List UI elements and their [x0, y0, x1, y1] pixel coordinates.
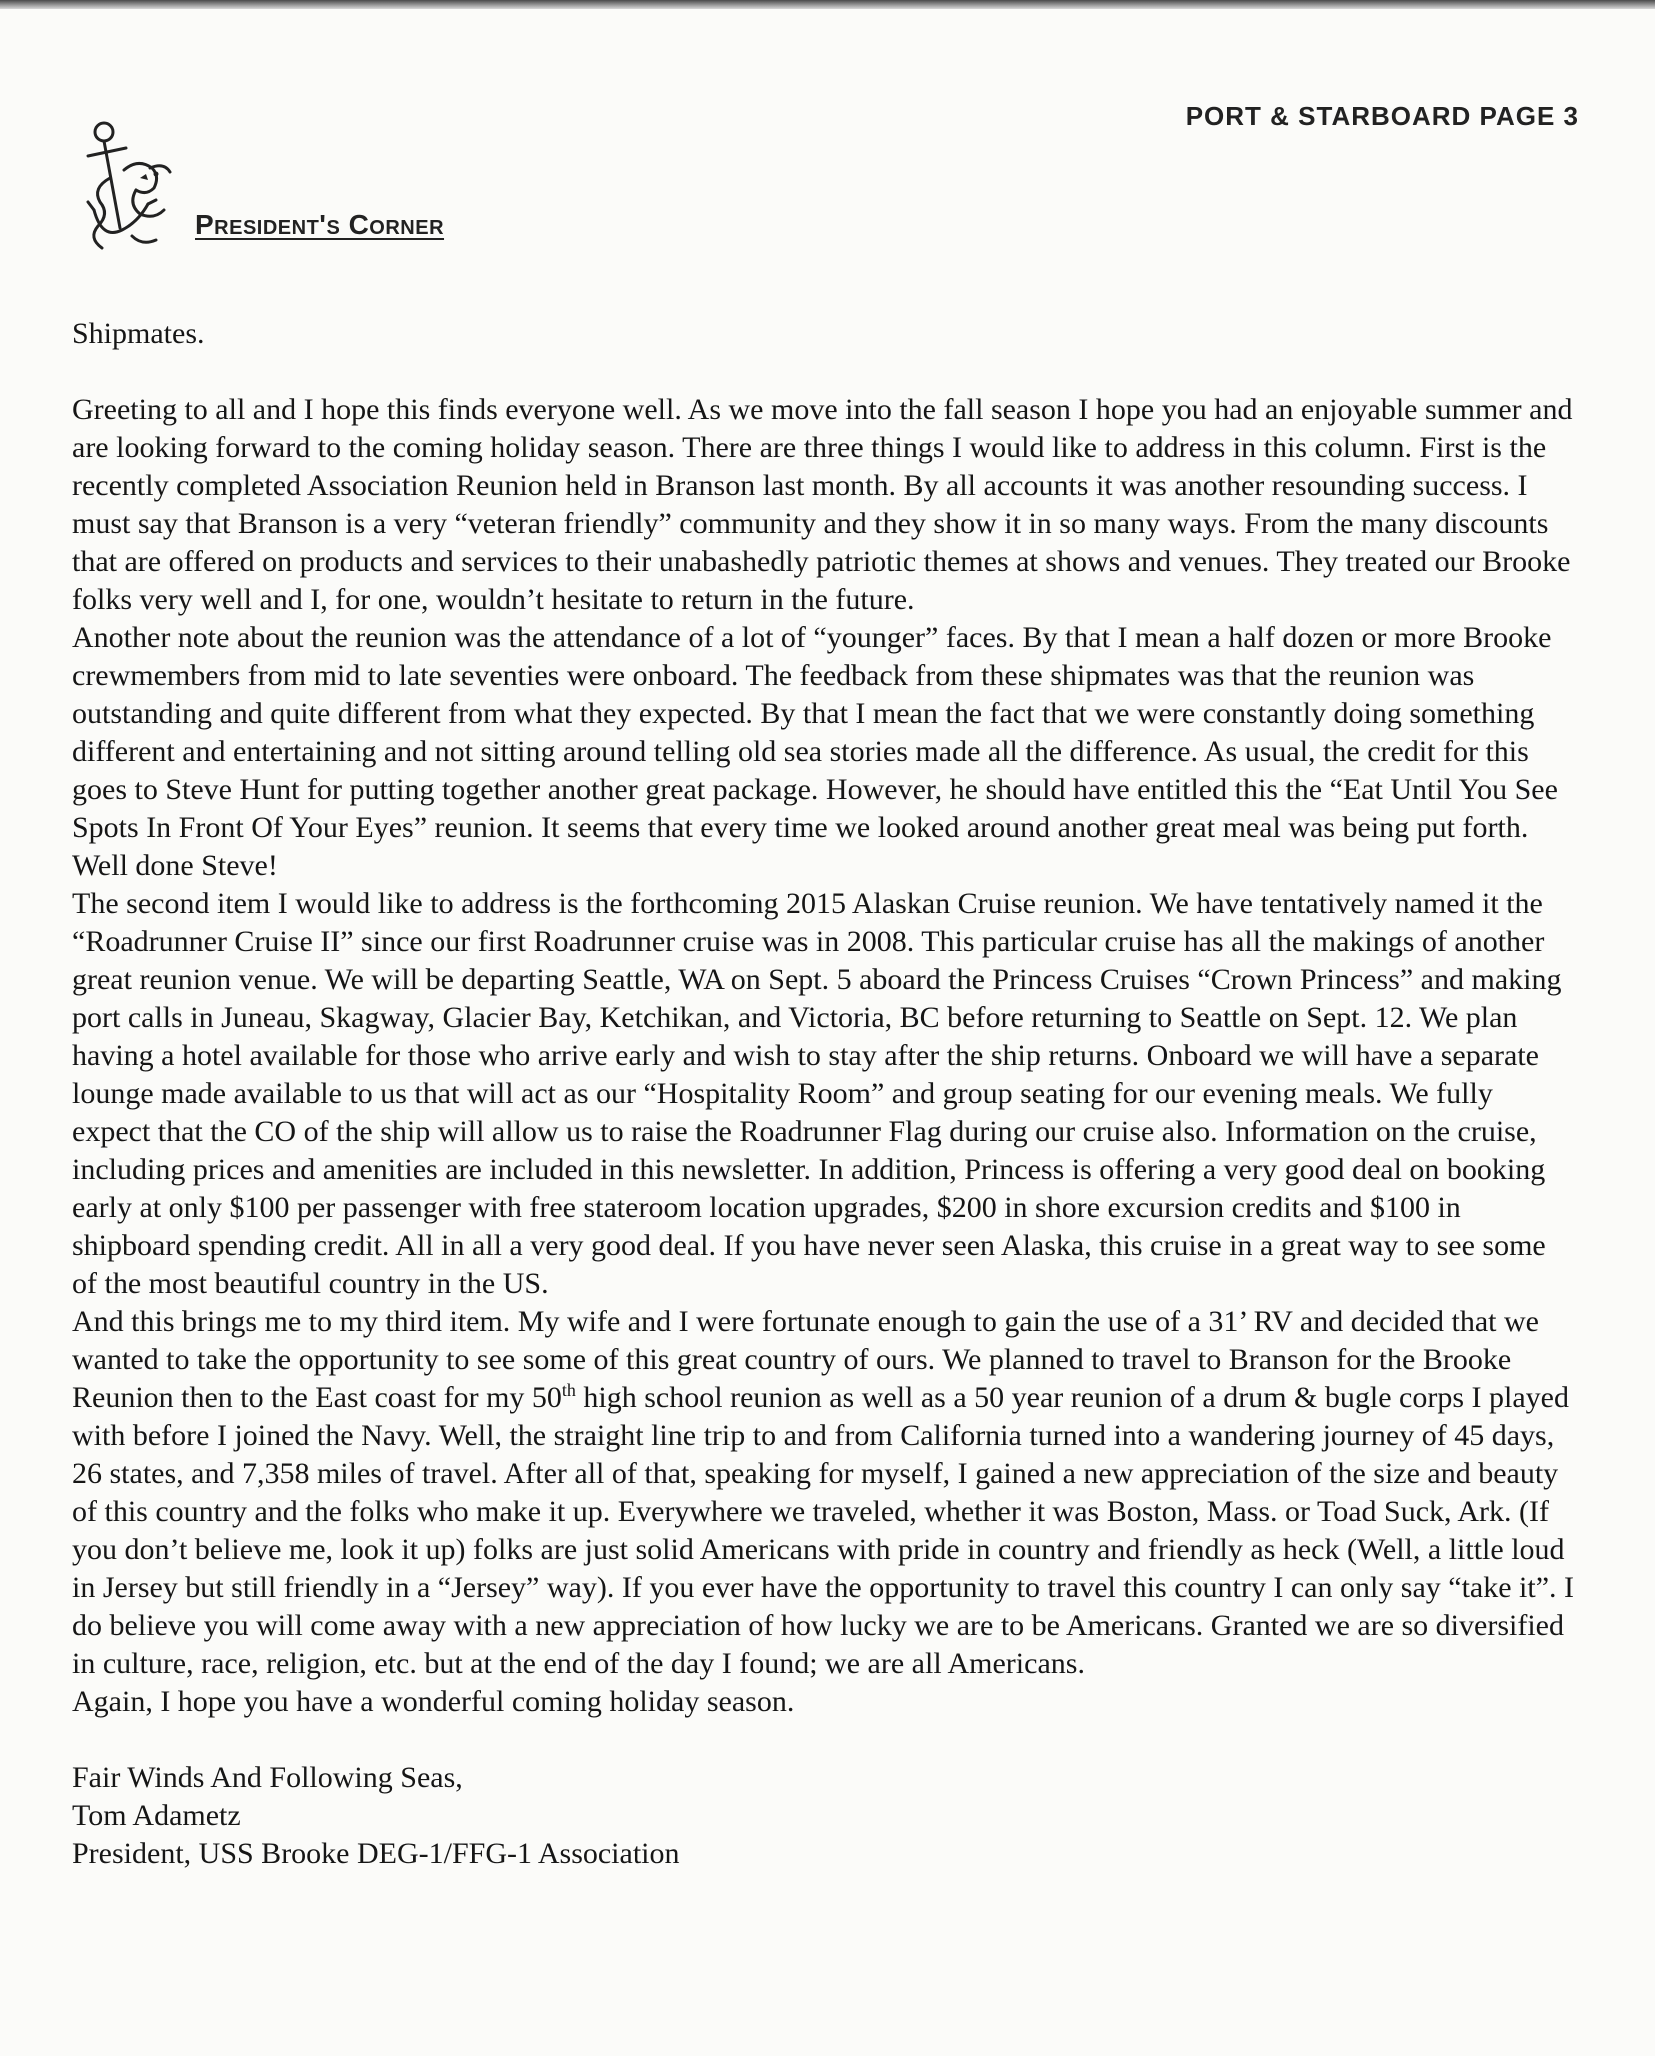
page-header-label: PORT & STARBOARD PAGE 3: [1185, 101, 1579, 131]
signer-name: Tom Adametz: [72, 1799, 241, 1832]
road-trip-text-start: And this brings me to my third item. My wife and I were fortunate enough to gain the use of a 31’ RV and decided that we wanted to take the opportunity to see some of this great country of ours. We planned to travel to Branson for the Brooke Reunion then to the East coast for my 50: [72, 1305, 1539, 1414]
paragraph-road-trip: [72, 1303, 1577, 1683]
road-trip-text-end: high school reunion as well as a 50 year reunion of a drum & bugle corps I played with before I joined the Navy. Well, the straight line trip to and from California turned into a wandering journey of 45 days, 26 states, and 7,358 miles of travel. After all of that, speaking for myself, I gained a new appreciation of the size and beauty of this country and the folks who make it up. Everywhere we traveled, whether it was Boston, Mass. or Toad Suck, Ark. (If you don’t believe me, look it up) folks are just solid Americans with pride in country and friendly as heck (Well, a little loud in Jersey but still friendly in a “Jersey” way). If you ever have the opportunity to travel this country I can only say “take it”. I do believe you will come away with a new appreciation of how lucky we are to be Americans. Granted we are so diversified in culture, race, religion, etc. but at the end of the day I found; we are all Americans.: [72, 1381, 1575, 1680]
signature-block: [72, 1759, 1577, 1873]
paragraph-alaskan-cruise: The second item I would like to address is the forthcoming 2015 Alaskan Cruise reunion. We have tentatively named it the “Roadrunner Cruise II” since our first Roadrunner cruise was in 2008. This particular cruise has all the makings of another great reunion venue. We will be departing Seattle, WA on Sept. 5 aboard the Princess Cruises “Crown Princess” and making port calls in Juneau, Skagway, Glacier Bay, Ketchikan, and Victoria, BC before returning to Seattle on Sept. 12. We plan having a hotel available for those who arrive early and wish to stay after the ship returns. Onboard we will have a separate lounge made available to us that will act as our “Hospitality Room” and group seating for our evening meals. We fully expect that the CO of the ship will allow us to raise the Roadrunner Flag during our cruise also. Information on the cruise, including prices and amenities are included in this newsletter. In addition, Princess is offering a very good deal on booking early at only $100 per passenger with free stateroom location upgrades, $200 in shore excursion credits and $100 in shipboard spending credit. All in all a very good deal. If you have never seen Alaska, this cruise in a great way to see some of the most beautiful country in the US.: [72, 887, 1562, 1300]
section-title: President's Corner: [195, 209, 445, 240]
closing-line: Again, I hope you have a wonderful coming holiday season.: [72, 1685, 795, 1718]
sign-off: Fair Winds And Following Seas,: [72, 1761, 463, 1794]
ordinal-suffix: th: [561, 1380, 576, 1400]
paragraph-reunion-recap: Greeting to all and I hope this finds everyone well. As we move into the fall season I hope you had an enjoyable summer and are looking forward to the coming holiday season. There are three things I would like to address in this column. First is the recently completed Association Reunion held in Branson last month. By all accounts it was another resounding success. I must say that Branson is a very “veteran friendly” community and they show it in so many ways. From the many discounts that are offered on products and services to their unabashedly patriotic themes at shows and venues. They treated our Brooke folks very well and I, for one, wouldn’t hesitate to return in the future.: [72, 393, 1573, 616]
paragraph-younger-faces: Another note about the reunion was the attendance of a lot of “younger” faces. By that I mean a half dozen or more Brooke crewmembers from mid to late seventies were onboard. The feedback from these shipmates was that the reunion was outstanding and quite different from what they expected. By that I mean the fact that we were constantly doing something different and entertaining and not sitting around telling old sea stories made all the difference. As usual, the credit for this goes to Steve Hunt for putting together another great package. However, he should have entitled this the “Eat Until You See Spots In Front Of Your Eyes” reunion. It seems that every time we looked around another great meal was being put forth. Well done Steve!: [72, 621, 1558, 882]
salutation: Shipmates.: [72, 317, 205, 350]
signer-title: President, USS Brooke DEG-1/FFG-1 Association: [72, 1837, 680, 1870]
scan-top-edge: [0, 0, 1655, 9]
anchor-emblem-icon: [80, 118, 176, 258]
president-letter: [72, 315, 1577, 1873]
